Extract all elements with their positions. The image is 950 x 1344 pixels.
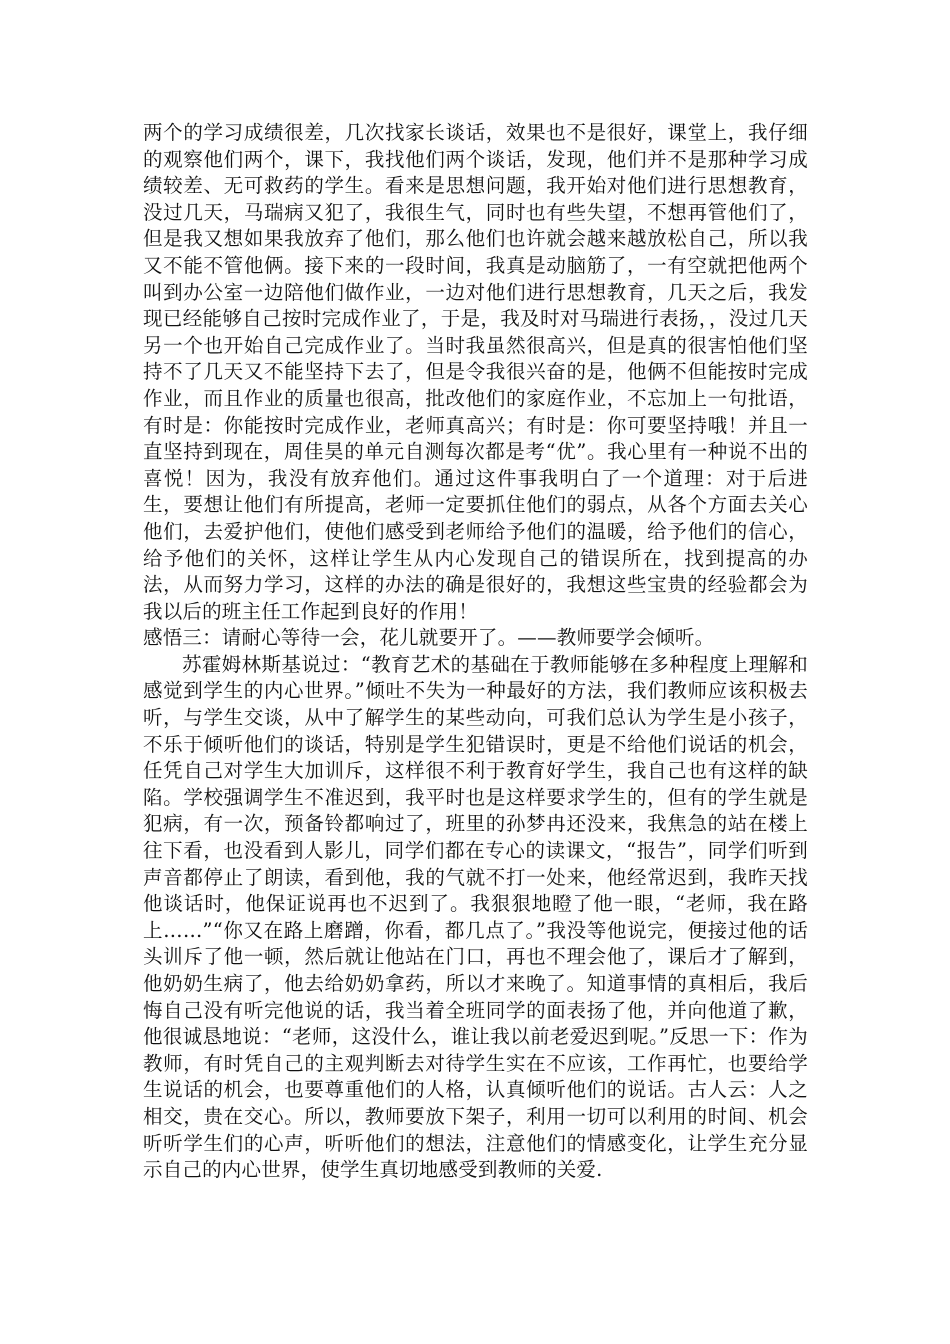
section-heading-insight-3: 感悟三：请耐心等待一会，花儿就要开了。——教师要学会倾听。 xyxy=(143,626,715,650)
document-body xyxy=(143,120,808,1184)
body-paragraph-1: 两个的学习成绩很差，几次找家长谈话，效果也不是很好，课堂上，我仔细的观察他们两个，课下，我找他们两个谈话，发现，他们并不是那种学习成绩较差、无可救药的学生。看来是思想问题，我开始对他们进行思想教育，没过几天，马瑞病又犯了，我很生气，同时也有些失望，不想再管他们了，但是我又想如果我放弃了他们，那么他们也许就会越来越放松自己，所以我又不能不管他俩。接下来的一段时间，我真是动脑筋了，一有空就把他两个叫到办公室一边陪他们做作业，一边对他们进行思想教育，几天之后，我发现已经能够自己按时完成作业了，于是，我及时对马瑞进行表扬，，没过几天另一个也开始自己完成作业了。当时我虽然很高兴，但是真的很害怕他们坚持不了几天又不能坚持下去了，但是令我很兴奋的是，他俩不但能按时完成作业，而且作业的质量也很高，批改他们的家庭作业，不忘加上一句批语，有时是：你能按时完成作业，老师真高兴；有时是：你可要坚持哦！并且一直坚持到现在，周佳昊的单元自测每次都是考“优”。我心里有一种说不出的喜悦！因为，我没有放弃他们。通过这件事我明白了一个道理：对于后进生，要想让他们有所提高，老师一定要抓住他们的弱点，从各个方面去关心他们，去爱护他们，使他们感受到老师给予他们的温暖，给予他们的信心，给予他们的关怀，这样让学生从内心发现自己的错误所在，找到提高的办法，从而努力学习，这样的办法的确是很好的，我想这些宝贵的经验都会为我以后的班主任工作起到良好的作用！ xyxy=(143,121,808,623)
body-paragraph-2: 苏霍姆林斯基说过：“教育艺术的基础在于教师能够在多种程度上理解和感觉到学生的内心世界。”倾吐不失为一种最好的方法，我们教师应该积极去听，与学生交谈，从中了解学生的某些动向，可我们总认为学生是小孩子，不乐于倾听他们的谈话，特别是学生犯错误时，更是不给他们说话的机会，任凭自己对学生大加训斥，这样很不利于教育好学生，我自己也有这样的缺陷。学校强调学生不准迟到，我平时也是这样要求学生的，但有的学生就是犯病，有一次，预备铃都响过了，班里的孙梦冉还没来，我焦急的站在楼上往下看，也没看到人影儿，同学们都在专心的读课文，“报告”，同学们听到声音都停止了朗读，看到他，我的气就不打一处来，他经常迟到，我昨天找他谈话时，他保证说再也不迟到了。我狠狠地瞪了他一眼，“老师，我在路上……”“你又在路上磨蹭，你看，都几点了。”我没等他说完，便接过他的话头训斥了他一顿，然后就让他站在门口，再也不理会他了，课后才了解到，他奶奶生病了，他去给奶奶拿药，所以才来晚了。知道事情的真相后，我后悔自己没有听完他说的话，我当着全班同学的面表扬了他，并向他道了歉，他很诚恳地说：“老师，这没什么，谁让我以前老爱迟到呢。”反思一下：作为教师，有时凭自己的主观判断去对待学生实在不应该，工作再忙，也要给学生说话的机会，也要尊重他们的人格，认真倾听他们的说话。古人云：人之相交，贵在交心。所以，教师要放下架子，利用一切可以利用的时间、机会听听学生们的心声，听听他们的想法，注意他们的情感变化，让学生充分显示自己的内心世界，使学生真切地感受到教师的关爱. xyxy=(143,652,808,1182)
